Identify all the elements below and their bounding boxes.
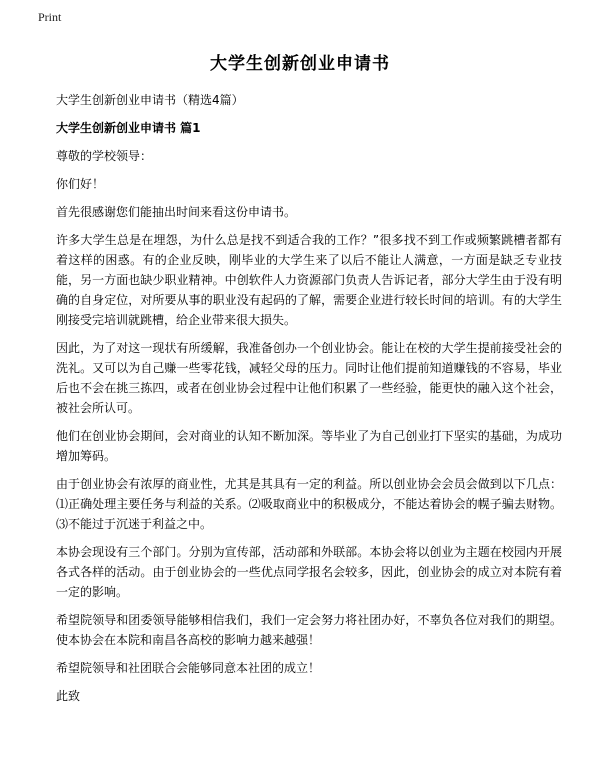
- document-subtitle: 大学生创新创业申请书（精选4篇）: [56, 93, 244, 107]
- document-body: [56, 90, 562, 714]
- print-link[interactable]: Print: [38, 10, 62, 24]
- paragraph: 许多大学生总是在埋怨，为什么总是找不到适合我的工作？”很多找不到工作或频繁跳槽者都有着这样的困惑。有的企业反映，刚毕业的大学生来了以后不能让人满意，一方面是缺乏专业技能，另一方面也缺少职业精神。中创软件人力资源部门负责人告诉记者，部分大学生由于没有明确的自身定位，对所要从事的职业没有起码的了解，需要企业进行较长时间的培训。有的大学生刚接受完培训就跳槽，给企业带来很大损失。: [56, 233, 562, 327]
- paragraph: 希望院领导和团委领导能够相信我们，我们一定会努力将社团办好，不辜负各位对我们的期望。使本协会在本院和南昌各高校的影响力越来越强！: [56, 613, 562, 647]
- paragraph: 由于创业协会有浓厚的商业性，尤其是其具有一定的利益。所以创业协会会员会做到以下几点：⑴正确处理主要任务与利益的关系。⑵吸取商业中的积极成分，不能达着协会的幌子骗去财物。⑶不能过于沉迷于利益之中。: [56, 477, 562, 531]
- greeting: 你们好！: [56, 177, 105, 191]
- page-title: 大学生创新创业申请书: [210, 54, 390, 74]
- article-heading: 大学生创新创业申请书 篇1: [56, 121, 201, 135]
- paragraph: 首先很感谢您们能抽出时间来看这份申请书。: [56, 205, 297, 219]
- paragraph: 因此，为了对这一现状有所缓解，我准备创办一个创业协会。能让在校的大学生提前接受社会的洗礼。又可以为自己赚一些零花钱，减轻父母的压力。同时让他们提前知道赚钱的不容易，毕业后也不会在挑三拣四，或者在创业协会过程中让他们积累了一些经验，能更快的融入这个社会，被社会所认可。: [56, 341, 562, 415]
- paragraph: 他们在创业协会期间，会对商业的认知不断加深。等毕业了为自己创业打下坚实的基础，为成功增加筹码。: [56, 429, 562, 463]
- paragraph: 本协会现设有三个部门。分别为宣传部，活动部和外联部。本协会将以创业为主题在校园内开展各式各样的活动。由于创业协会的一些优点同学报名会较多，因此，创业协会的成立对本院有着一定的影响。: [56, 545, 562, 599]
- salutation: 尊敬的学校领导：: [56, 149, 153, 163]
- paragraph: 希望院领导和社团联合会能够同意本社团的成立！: [56, 661, 321, 675]
- closing: 此致: [56, 689, 81, 703]
